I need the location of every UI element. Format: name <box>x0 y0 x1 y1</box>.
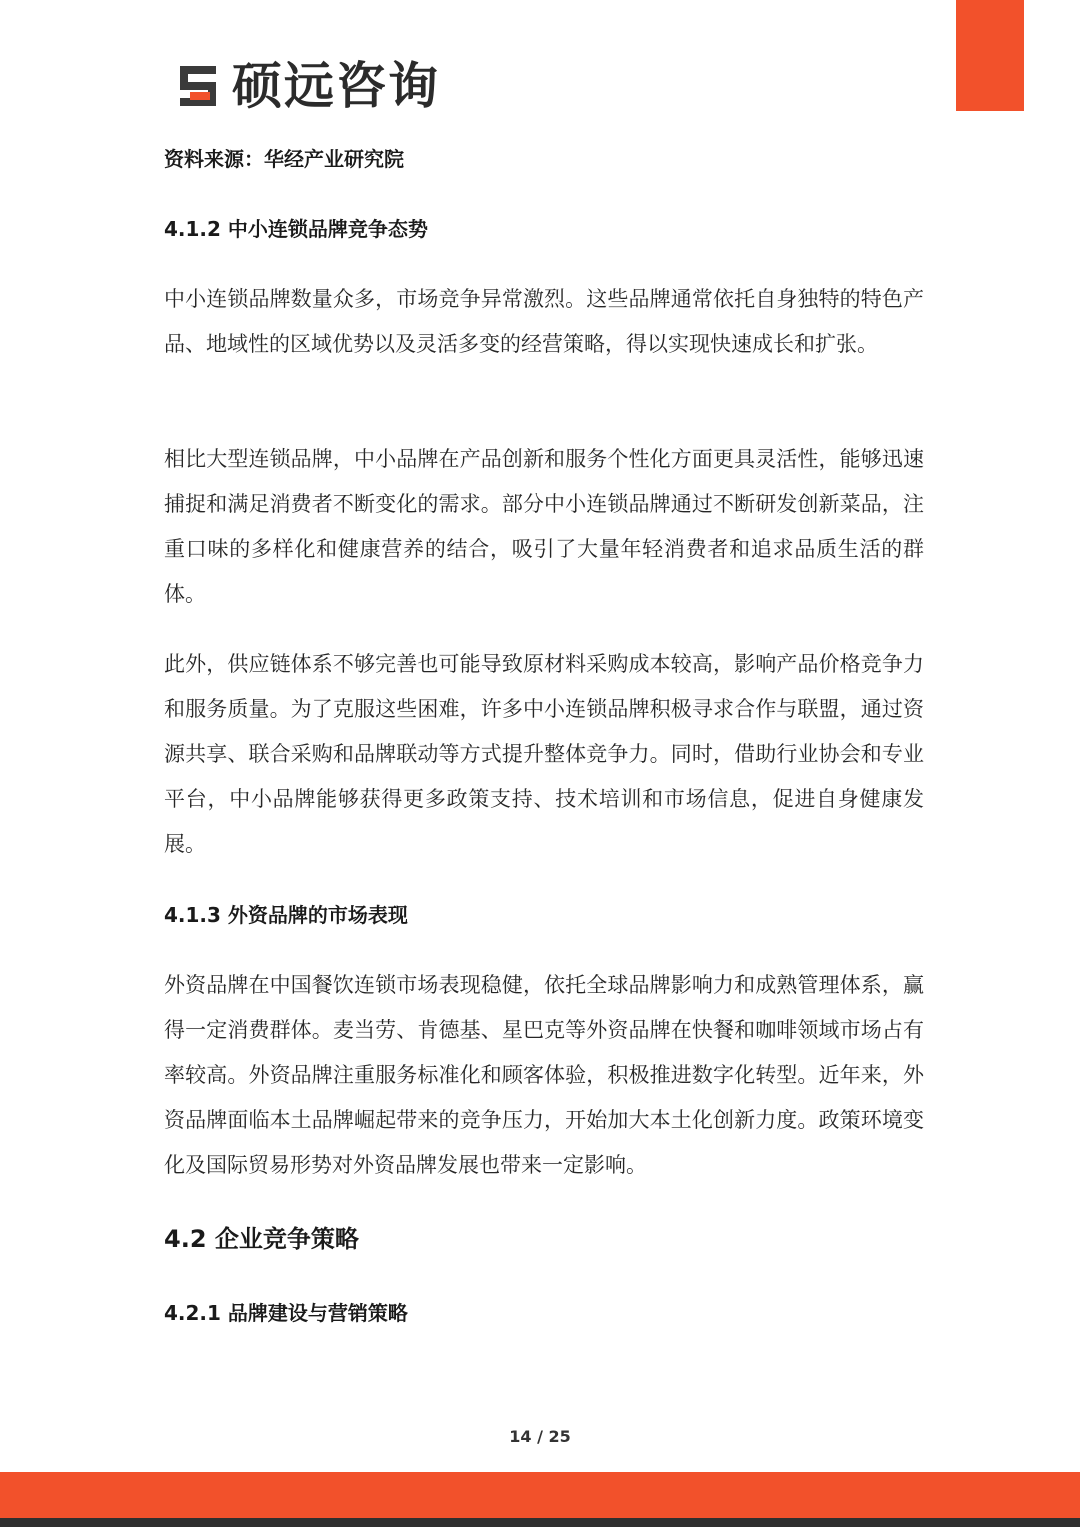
source-citation: 资料来源：华经产业研究院 <box>164 147 404 171</box>
paragraph: 此外，供应链体系不够完善也可能导致原材料采购成本较高，影响产品价格竞争力和服务质量。为了克服这些困难，许多中小连锁品牌积极寻求合作与联盟，通过资源共享、联合采购和品牌联动等方式提升整体竞争力。同时，借助行业协会和专业平台，中小品牌能够获得更多政策支持、技术培训和市场信息，促进自身健康发展。 <box>164 652 924 856</box>
section-heading-4-1-2: 4.1.2 中小连锁品牌竞争态势 <box>164 217 428 241</box>
footer-dark-strip <box>0 1518 1080 1527</box>
footer-accent-bar <box>0 1472 1080 1518</box>
corner-accent-tab <box>956 0 1024 111</box>
brand-logo <box>176 58 440 114</box>
section-heading-4-2: 4.2 企业竞争策略 <box>164 1225 359 1253</box>
paragraph: 相比大型连锁品牌，中小品牌在产品创新和服务个性化方面更具灵活性，能够迅速捕捉和满足消费者不断变化的需求。部分中小连锁品牌通过不断研发创新菜品，注重口味的多样化和健康营养的结合，吸引了大量年轻消费者和追求品质生活的群体。 <box>164 447 924 606</box>
section-heading-4-2-1: 4.2.1 品牌建设与营销策略 <box>164 1301 408 1325</box>
brand-name: 硕远咨询 <box>232 57 440 115</box>
section-heading-4-1-3: 4.1.3 外资品牌的市场表现 <box>164 903 408 927</box>
brand-mark-icon <box>176 62 224 110</box>
page-number: 14 / 25 <box>509 1427 571 1446</box>
paragraph: 外资品牌在中国餐饮连锁市场表现稳健，依托全球品牌影响力和成熟管理体系，赢得一定消费群体。麦当劳、肯德基、星巴克等外资品牌在快餐和咖啡领域市场占有率较高。外资品牌注重服务标准化和顾客体验，积极推进数字化转型。近年来，外资品牌面临本土品牌崛起带来的竞争压力，开始加大本土化创新力度。政策环境变化及国际贸易形势对外资品牌发展也带来一定影响。 <box>164 973 924 1177</box>
paragraph: 中小连锁品牌数量众多，市场竞争异常激烈。这些品牌通常依托自身独特的特色产品、地域性的区域优势以及灵活多变的经营策略，得以实现快速成长和扩张。 <box>164 287 924 356</box>
